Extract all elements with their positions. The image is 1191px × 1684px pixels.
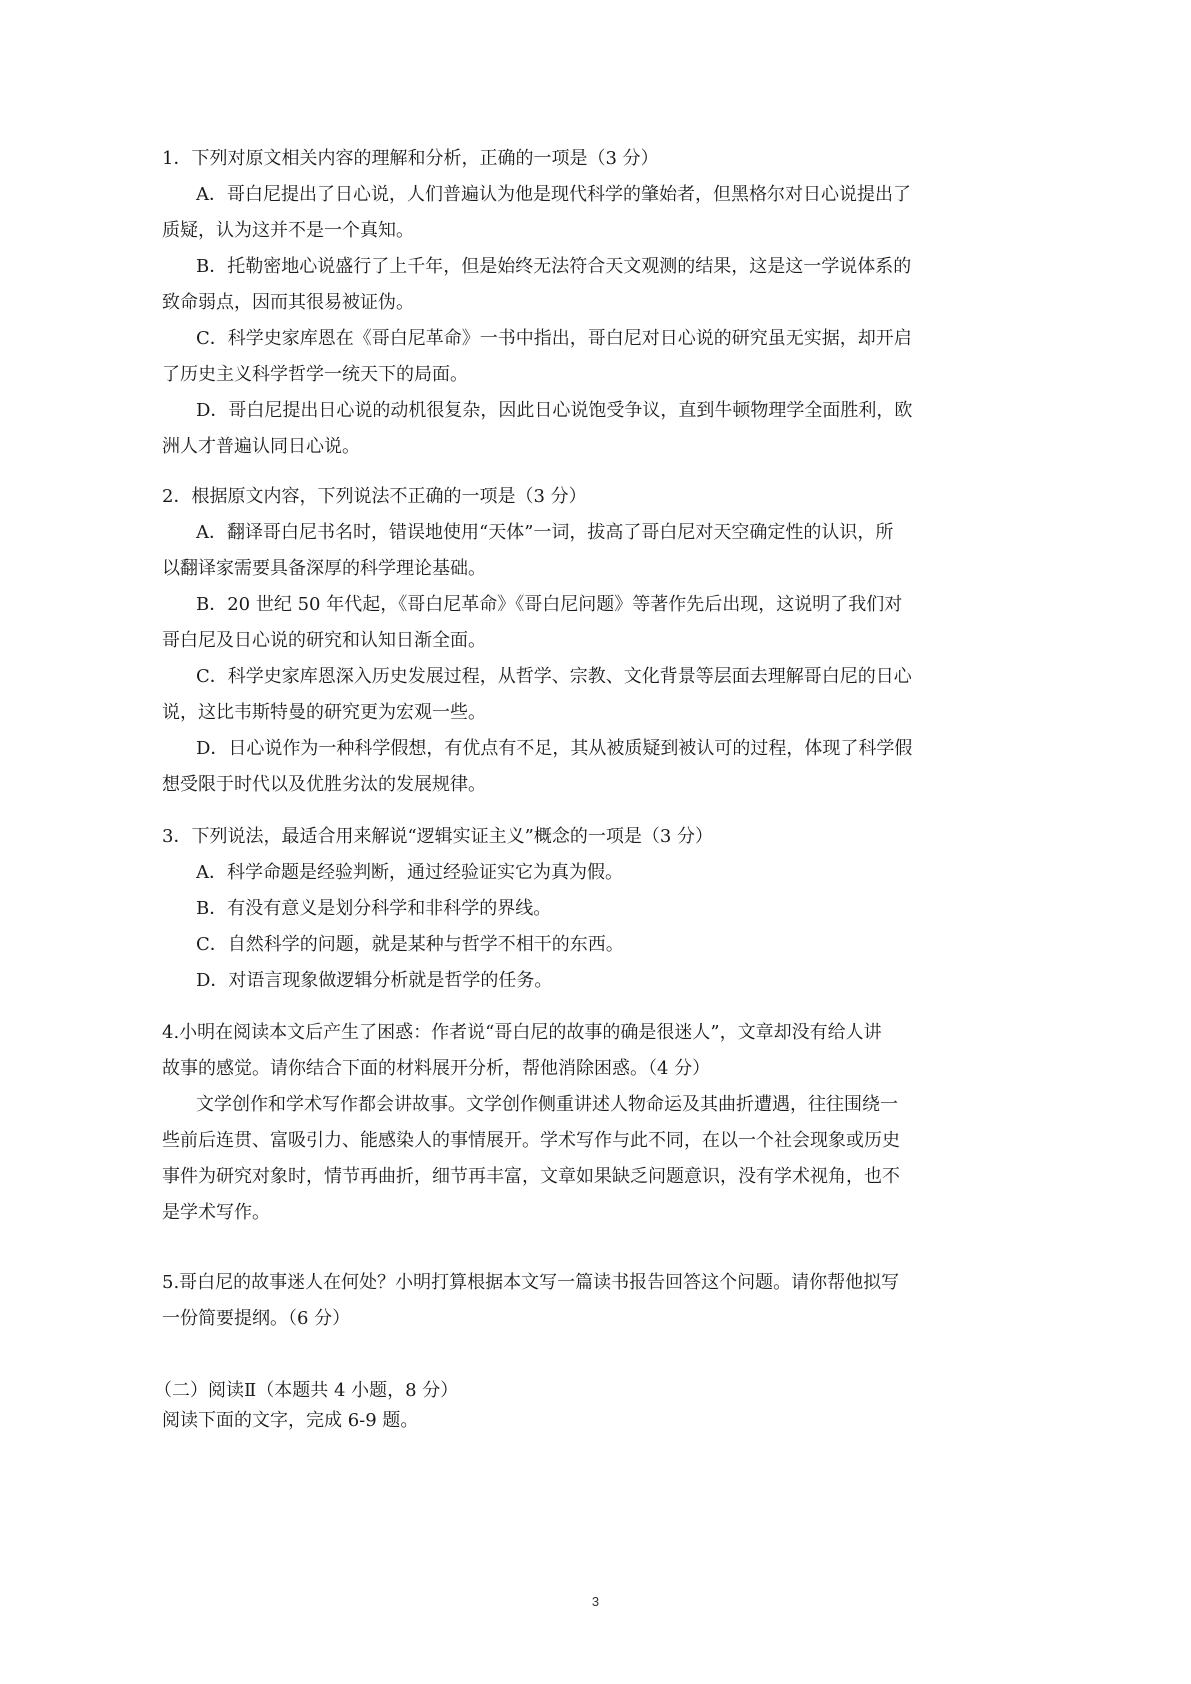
question-3-stem: 3．下列说法，最适合用来解说“逻辑实证主义”概念的一项是（3 分） bbox=[162, 826, 714, 847]
q3-option-b: B．有没有意义是划分科学和非科学的界线。 bbox=[196, 898, 552, 919]
q1-option-c-line1: C．科学史家库恩在《哥白尼革命》一书中指出，哥白尼对日心说的研究虽无实据，却开启 bbox=[196, 328, 912, 349]
q2-option-d-line1: D．日心说作为一种科学假想，有优点有不足，其从被质疑到被认可的过程，体现了科学假 bbox=[196, 738, 913, 759]
question-4-stem-line2: 故事的感觉。请你结合下面的材料展开分析，帮他消除困惑。（4 分） bbox=[162, 1058, 711, 1079]
q1-option-b-line2: 致命弱点，因而其很易被证伪。 bbox=[162, 292, 414, 313]
question-5-stem-line2: 一份简要提纲。（6 分） bbox=[162, 1308, 351, 1329]
q2-option-d-line2: 想受限于时代以及优胜劣汰的发展规律。 bbox=[162, 774, 486, 795]
q2-option-b-line1: B．20 世纪 50 年代起，《哥白尼革命》《哥白尼问题》等著作先后出现，这说明了我们对 bbox=[196, 594, 903, 615]
q2-option-c-line2: 说，这比韦斯特曼的研究更为宏观一些。 bbox=[162, 702, 486, 723]
q1-option-a-line2: 质疑，认为这并不是一个真知。 bbox=[162, 220, 414, 241]
q4-material-line4: 是学术写作。 bbox=[162, 1202, 270, 1223]
section-2-header bbox=[154, 1380, 1034, 1432]
question-2 bbox=[162, 486, 1034, 796]
q3-option-d: D．对语言现象做逻辑分析就是哲学的任务。 bbox=[196, 970, 553, 991]
q2-option-c-line1: C．科学史家库恩深入历史发展过程，从哲学、宗教、文化背景等层面去理解哥白尼的日心 bbox=[196, 666, 912, 687]
section-2-title: （二）阅读Ⅱ（本题共 4 小题，8 分） bbox=[154, 1380, 459, 1401]
question-1 bbox=[162, 148, 1034, 458]
section-2-instruction: 阅读下面的文字，完成 6-9 题。 bbox=[162, 1410, 419, 1431]
q3-option-c: C．自然科学的问题，就是某种与哲学不相干的东西。 bbox=[196, 934, 624, 955]
q1-option-b-line1: B．托勒密地心说盛行了上千年，但是始终无法符合天文观测的结果，这是这一学说体系的 bbox=[196, 256, 912, 277]
question-1-stem: 1．下列对原文相关内容的理解和分析，正确的一项是（3 分） bbox=[162, 148, 659, 169]
q1-option-d-line1: D．哥白尼提出日心说的动机很复杂，因此日心说饱受争议，直到牛顿物理学全面胜利，欧 bbox=[196, 400, 913, 421]
q3-option-a: A．科学命题是经验判断，通过经验证实它为真为假。 bbox=[196, 862, 623, 883]
q2-option-a-line2: 以翻译家需要具备深厚的科学理论基础。 bbox=[162, 558, 486, 579]
question-2-stem: 2．根据原文内容，下列说法不正确的一项是（3 分） bbox=[162, 486, 587, 507]
q4-material-line2: 些前后连贯、富吸引力、能感染人的事情展开。学术写作与此不同，在以一个社会现象或历史 bbox=[162, 1130, 900, 1151]
question-3 bbox=[162, 826, 1034, 992]
question-4-stem-line1: 4.小明在阅读本文后产生了困惑：作者说“哥白尼的故事的确是很迷人”，文章却没有给人讲 bbox=[162, 1022, 882, 1043]
q1-option-d-line2: 洲人才普遍认同日心说。 bbox=[162, 436, 360, 457]
q2-option-a-line1: A．翻译哥白尼书名时，错误地使用“天体”一词，拔高了哥白尼对天空确定性的认识，所 bbox=[196, 522, 894, 543]
q2-option-b-line2: 哥白尼及日心说的研究和认知日渐全面。 bbox=[162, 630, 486, 651]
q1-option-c-line2: 了历史主义科学哲学一统天下的局面。 bbox=[162, 364, 468, 385]
q4-material-line3: 事件为研究对象时，情节再曲折，细节再丰富，文章如果缺乏问题意识，没有学术视角，也不 bbox=[162, 1166, 900, 1187]
q4-material-line1: 文学创作和学术写作都会讲故事。文学创作侧重讲述人物命运及其曲折遭遇，往往围绕一 bbox=[196, 1094, 898, 1115]
question-4 bbox=[162, 1022, 1034, 1224]
q1-option-a-line1: A．哥白尼提出了日心说，人们普遍认为他是现代科学的肇始者，但黑格尔对日心说提出了 bbox=[196, 184, 911, 205]
question-5 bbox=[162, 1272, 1034, 1330]
question-5-stem-line1: 5.哥白尼的故事迷人在何处？小明打算根据本文写一篇读书报告回答这个问题。请你帮他拟写 bbox=[162, 1272, 900, 1293]
page-number: 3 bbox=[591, 1594, 600, 1609]
